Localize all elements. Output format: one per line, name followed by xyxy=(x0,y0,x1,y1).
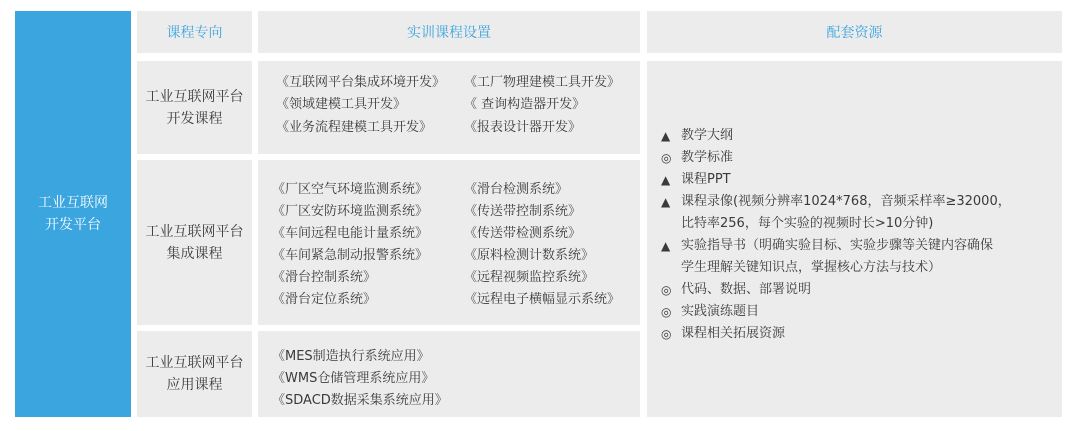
bullet-icon: ▲ xyxy=(661,129,671,143)
course-item: 《传送带控制系统》 xyxy=(464,204,582,219)
header-resources xyxy=(647,11,1062,53)
platform-label: 工业互联网 开发平台 xyxy=(38,195,108,233)
course-item: 《厂区空气环境监测系统》 xyxy=(272,182,429,197)
resources-cell xyxy=(647,61,1062,417)
resources-list xyxy=(661,125,1011,345)
header-courses xyxy=(258,11,640,53)
courses-development xyxy=(258,61,640,154)
bullet-icon: ▲ xyxy=(661,239,671,253)
resource-item xyxy=(661,323,1011,345)
bullet-icon: ▲ xyxy=(661,173,671,187)
bullet-icon: ◎ xyxy=(661,151,672,165)
course-item: 《MES制造执行系统应用》 xyxy=(272,349,430,364)
course-item: 《 查询构造器开发》 xyxy=(464,97,586,112)
course-item: 《业务流程建模工具开发》 xyxy=(276,120,433,135)
course-item: 《WMS仓储管理系统应用》 xyxy=(272,371,435,386)
resource-text: 课程录像(视频分辨率1024*768，音频采样率≥32000， xyxy=(681,194,1011,209)
course-item: 《滑台检测系统》 xyxy=(464,182,569,197)
resource-item xyxy=(661,191,1011,213)
bullet-icon: ◎ xyxy=(661,305,672,319)
course-item: 《传送带检测系统》 xyxy=(464,226,582,241)
resource-text: 课程相关拓展资源 xyxy=(681,326,786,341)
course-item: 《报表设计器开发》 xyxy=(464,120,582,135)
platform-cell xyxy=(15,11,131,417)
resource-text: 实验指导书（明确实验目标、实验步骤等关键内容确保 xyxy=(681,238,994,253)
direction-label: 工业互联网平台 开发课程 xyxy=(145,88,244,127)
direction-label: 工业互联网平台 集成课程 xyxy=(145,223,244,262)
direction-development xyxy=(137,61,252,154)
course-item: 《互联网平台集成环境开发》 xyxy=(276,75,446,90)
resource-text: 课程PPT xyxy=(681,172,731,187)
course-item: 《厂区安防环境监测系统》 xyxy=(272,204,429,219)
resource-text: 学生理解关键知识点，掌握核心方法与技术） xyxy=(681,260,942,275)
course-item: 《远程电子横幅显示系统》 xyxy=(464,292,621,307)
resource-item xyxy=(661,235,1011,257)
course-item: 《远程视频监控系统》 xyxy=(464,270,595,285)
bullet-icon: ◎ xyxy=(661,283,672,297)
resource-item xyxy=(661,169,1011,191)
resource-item xyxy=(661,257,1011,279)
bullet-icon xyxy=(661,257,681,279)
resource-text: 比特率256，每个实验的视频时长>10分钟) xyxy=(681,216,934,231)
bullet-icon: ◎ xyxy=(661,327,672,341)
resource-item xyxy=(661,213,1011,235)
header-courses-label: 实训课程设置 xyxy=(407,25,491,41)
courses-integration xyxy=(258,160,640,325)
resource-item xyxy=(661,147,1011,169)
direction-label: 工业互联网平台 应用课程 xyxy=(145,355,244,393)
course-item: 《领域建模工具开发》 xyxy=(276,97,407,112)
course-item: 《SDACD数据采集系统应用》 xyxy=(272,393,448,408)
course-item: 《车间紧急制动报警系统》 xyxy=(272,248,429,263)
header-resources-label: 配套资源 xyxy=(826,25,883,41)
direction-application xyxy=(137,331,252,417)
header-direction-label: 课程专向 xyxy=(166,25,223,41)
resource-item xyxy=(661,125,1011,147)
header-direction xyxy=(137,11,252,53)
resource-text: 教学标准 xyxy=(681,150,734,165)
resource-text: 代码、数据、部署说明 xyxy=(681,282,812,297)
course-item: 《车间远程电能计量系统》 xyxy=(272,226,429,241)
resource-item xyxy=(661,301,1011,323)
course-item: 《滑台定位系统》 xyxy=(272,292,377,307)
resource-text: 教学大纲 xyxy=(681,128,734,143)
bullet-icon: ▲ xyxy=(661,195,671,209)
direction-integration xyxy=(137,160,252,325)
course-item: 《工厂物理建模工具开发》 xyxy=(464,75,621,90)
course-item: 《滑台控制系统》 xyxy=(272,270,377,285)
courses-application xyxy=(258,331,640,417)
bullet-icon xyxy=(661,213,681,235)
course-item: 《原料检测计数系统》 xyxy=(464,248,595,263)
resource-item xyxy=(661,279,1011,301)
resource-text: 实践演练题目 xyxy=(681,304,760,319)
